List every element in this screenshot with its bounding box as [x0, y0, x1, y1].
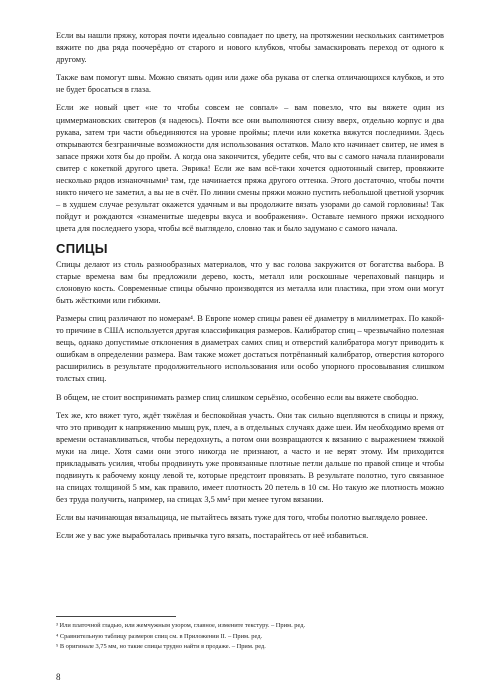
- page-number: 8: [56, 672, 61, 682]
- footnote: ⁴ Сравнительную таблицу размеров спиц см. в Приложении II. – Прим. ред.: [56, 632, 263, 640]
- paragraph: Также вам помогут швы. Можно связать один или даже оба рукава от слегка отличающихся клубков, и это не будет бросаться в глаза.: [56, 73, 444, 95]
- paragraph: В общем, не стоит воспринимать размер спиц слишком серьёзно, особенно если вы вяжете свободно.: [56, 392, 419, 402]
- paragraph: Тех же, кто вяжет туго, ждёт тяжёлая и беспокойная участь. Они так сильно вцепляются в спицы и пряжу, что это приводит к напряжению мышц рук, плеч, а в отдельных случаях даже шеи. Им необходимо время от времени останавливаться, чтобы передохнуть, а потом они возвращаются к вязанию с выражением тяжкой муки на лице. Хотя сами они этого никогда не признают, а часто и не верят этому. Им приходится прикладывать усилия, чтобы продвинуть уже провязанные плотные петли дальше по правой спице и чтобы подвинуть к рабочему концу левой те, которые предстоит провязать. В результате полотно, туго связанное на спицах толщиной 5 мм, как правило, имеет плотность 20 петель в 10 см. Но такую же плотность можно без труда получить, например, на спицах 3,5 мм⁵ при менее тугом вязании.: [56, 410, 444, 505]
- paragraph: Если же новый цвет «не то чтобы совсем не совпал» – вам повезло, что вы вяжете один из циммермановских свитеров (я надеюсь). Почти все они выполняются снизу вверх, отдельно корпус и два рукава, затем три части объединяются на уровне проймы; плечи или кокетка вяжутся последними. Здесь открываются безграничные возможности для использования остатков. Мало кто начинает свитер, не имея в запасе пряжи хотя бы до пройм. А когда она закончится, убедите себя, что вы с самого начала планировали свитер с кокеткой другого цвета. Эврика! Если же вам всё-таки хочется однотонный свитер, провяжите несколько рядов изнаночными³ там, где начинается пряжа другого оттенка. Этого достаточно, чтобы почти никто ничего не заметил, а вы не в счёт. По линии смены пряжи можно пустить небольшой цветной узорчик – в худшем случае результат окажется удачным и вы продолжите вязать узорами до самой горловины! Так пойдут и рождаются «знаменитые шедевры вкуса и воображения». Оставьте немного пряжи исходного цвета для последнего узора, чтобы всё выглядело, словно так и было задумано с самого начала.: [56, 103, 444, 234]
- paragraph: Если вы нашли пряжу, которая почти идеально совпадает по цвету, на протяжении нескольких сантиметров вяжите по два ряда поочерёдно от старого и нового клубков, чтобы замаскировать переход от одного к другому.: [56, 31, 444, 65]
- footnote-divider: [56, 616, 176, 617]
- section-heading: СПИЦЫ: [56, 240, 108, 256]
- paragraph: Если вы начинающая вязальщица, не пытайтесь вязать туже для того, чтобы полотно выглядело ровнее.: [56, 513, 428, 523]
- main-text: [56, 30, 444, 549]
- footnotes: [56, 616, 444, 653]
- footnote: ⁵ В оригинале 3,75 мм, но такие спицы трудно найти в продаже. – Прим. ред.: [56, 643, 266, 650]
- paragraph: Размеры спиц различают по номерам⁴. В Европе номер спицы равен её диаметру в миллиметрах. По какой-то причине в США используется другая классификация размеров. Калибратор спиц – чрезвычайно полезная вещь, однако допустимые отклонения в диаметрах самих спиц и отверстий калибратора могут приводить к ошибкам в определении размера. Вам также может достаться потрёпанный калибратор, отверстия которого расширились в результате продолжительного использования или особо упорного просовывания слишком толстых спиц.: [56, 313, 444, 384]
- paragraph: Спицы делают из столь разнообразных материалов, что у вас голова закружится от богатства выбора. В старые времена вам бы предложили дерево, кость, металл или роскошные черепаховый панцирь и слоновую кость. Современные спицы обычно производятся из металла или пластика, при этом они могут быть жёсткими или гибкими.: [56, 259, 444, 305]
- footnote: ³ Или платочной гладью, или жемчужным узором, главное, измените текстуру. – Прим. ред.: [56, 622, 306, 629]
- paragraph: Если же у вас уже выработалась привычка туго вязать, постарайтесь от неё избавиться.: [56, 531, 369, 541]
